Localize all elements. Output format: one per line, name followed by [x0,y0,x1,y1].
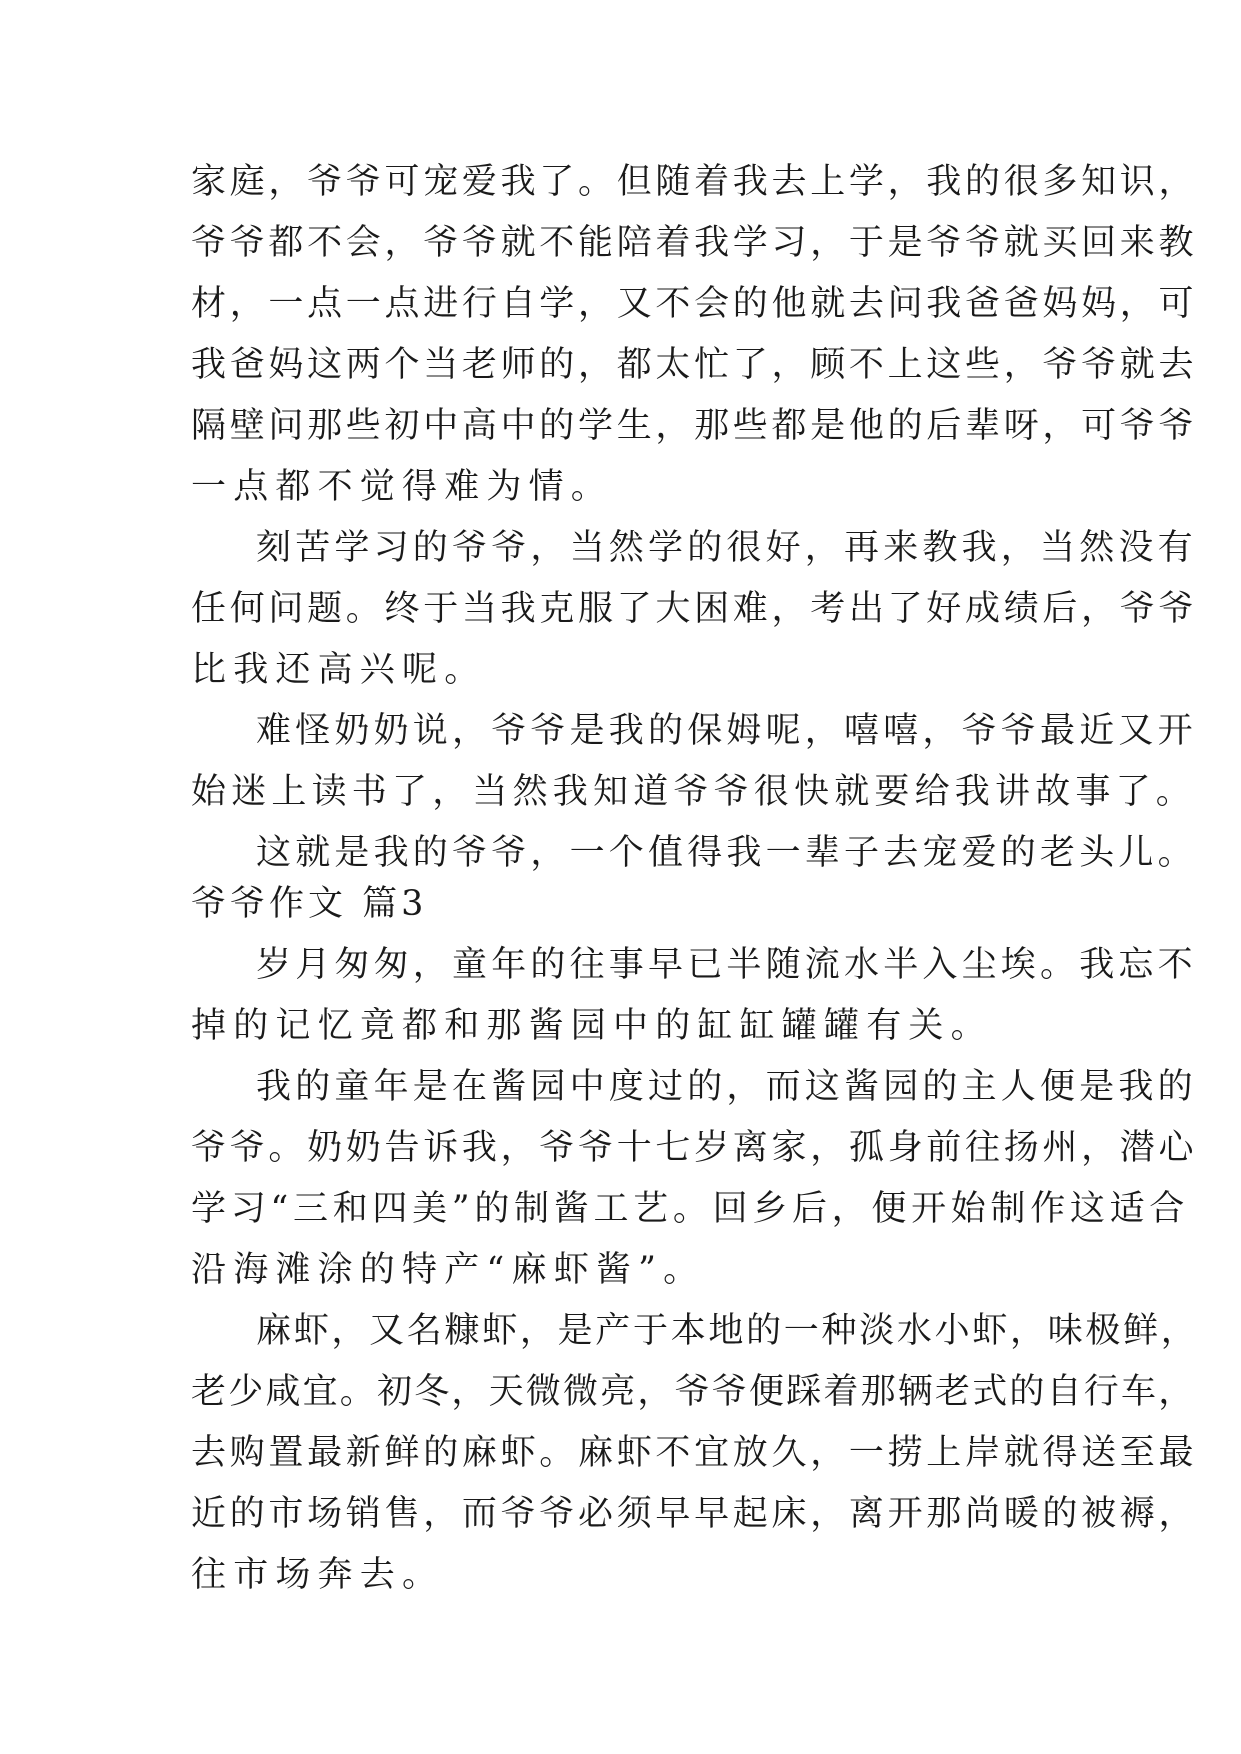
paragraph-line: 这就是我的爷爷，一个值得我一辈子去宠爱的老头儿。 [256,833,1197,873]
paragraph-line: 家庭，爷爷可宠爱我了。但随着我去上学，我的很多知识， [191,162,1198,202]
paragraph-line: 掉的记忆竟都和那酱园中的缸缸罐罐有关。 [191,1006,993,1046]
paragraph-line: 学习“三和四美”的制酱工艺。回乡后，便开始制作这适合 [191,1189,1189,1229]
paragraph-line: 难怪奶奶说，爷爷是我的保姆呢，嘻嘻，爷爷最近又开 [256,711,1197,751]
paragraph-line: 老少咸宜。初冬，天微微亮，爷爷便踩着那辆老式的自行车， [191,1372,1196,1412]
section-heading: 爷爷作文 篇3 [191,884,428,924]
paragraph-line: 沿海滩涂的特产“麻虾酱”。 [191,1250,706,1290]
paragraph-line: 隔壁问那些初中高中的学生，那些都是他的后辈呀，可爷爷 [191,406,1198,446]
paragraph-line: 近的市场销售，而爷爷必须早早起床，离开那尚暖的被褥， [191,1494,1198,1534]
paragraph-line: 爷爷都不会，爷爷就不能陪着我学习，于是爷爷就买回来教 [191,223,1198,263]
paragraph-line: 刻苦学习的爷爷，当然学的很好，再来教我，当然没有 [256,528,1197,568]
paragraph-line: 去购置最新鲜的麻虾。麻虾不宜放久，一捞上岸就得送至最 [191,1433,1198,1473]
paragraph-line: 爷爷。奶奶告诉我，爷爷十七岁离家，孤身前往扬州，潜心 [191,1128,1198,1168]
paragraph-line: 任何问题。终于当我克服了大困难，考出了好成绩后，爷爷 [191,589,1198,629]
paragraph-line: 材，一点一点进行自学，又不会的他就去问我爸爸妈妈，可 [191,284,1198,324]
paragraph-line: 我的童年是在酱园中度过的，而这酱园的主人便是我的 [256,1067,1197,1107]
paragraph-line: 麻虾，又名糠虾，是产于本地的一种淡水小虾，味极鲜， [256,1311,1199,1351]
paragraph-line: 比我还高兴呢。 [191,650,487,690]
paragraph-line: 始迷上读书了，当然我知道爷爷很快就要给我讲故事了。 [191,772,1197,812]
paragraph-line: 一点都不觉得难为情。 [191,467,614,507]
paragraph-line: 我爸妈这两个当老师的，都太忙了，顾不上这些，爷爷就去 [191,345,1198,385]
paragraph-line: 岁月匆匆，童年的往事早已半随流水半入尘埃。我忘不 [256,945,1197,985]
paragraph-line: 往市场奔去。 [191,1555,445,1595]
